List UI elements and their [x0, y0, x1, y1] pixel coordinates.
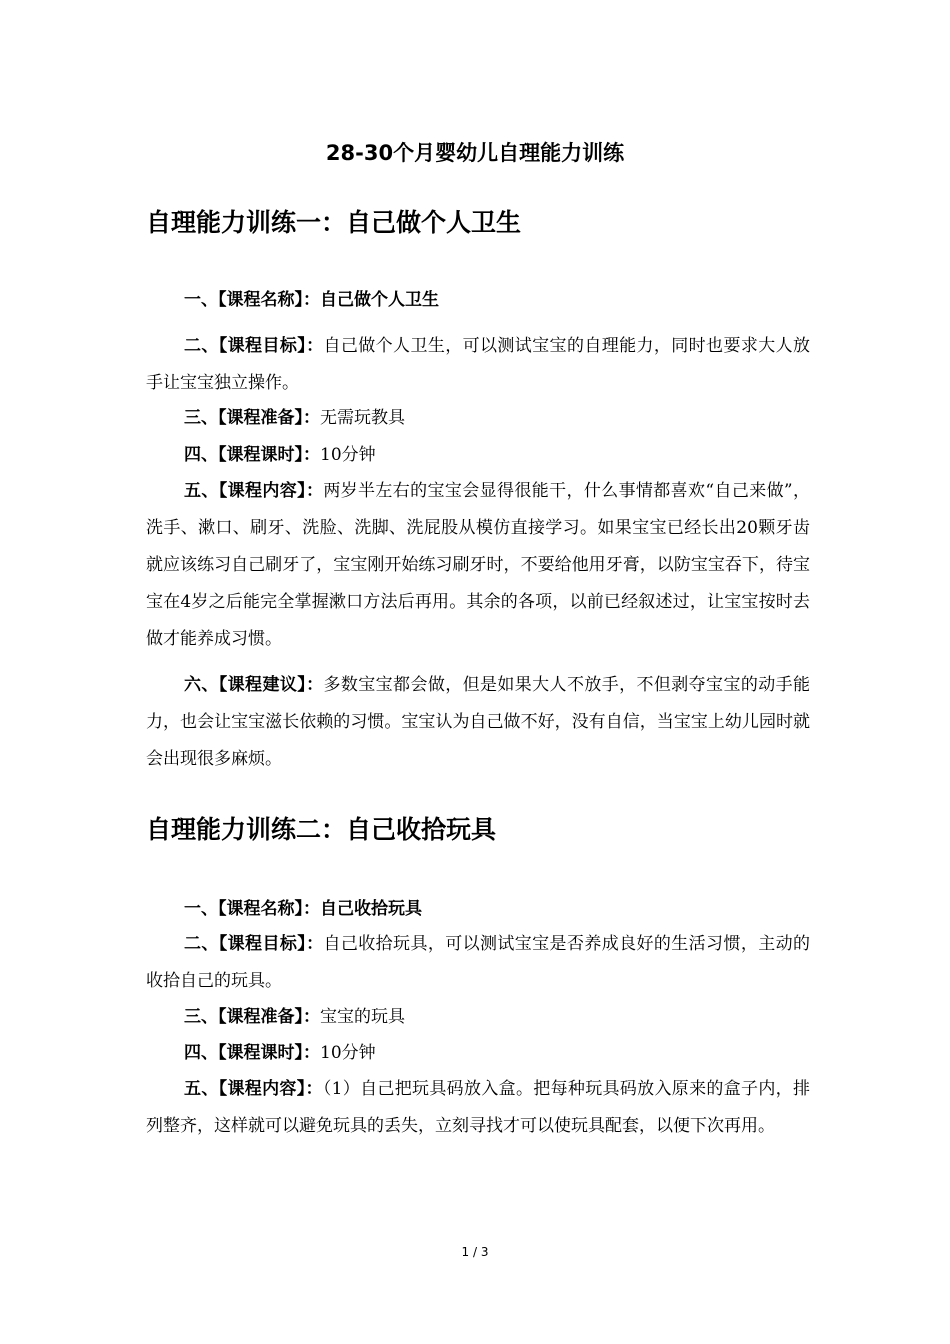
course-content-paragraph	[146, 1071, 810, 1145]
course-goal-paragraph	[146, 328, 810, 402]
field-value: 无需玩教具	[320, 408, 405, 428]
field-label: 二、【课程目标】：	[184, 934, 324, 954]
field-label: 五、【课程内容】：	[184, 1079, 323, 1099]
page-number: 1 / 3	[461, 1245, 489, 1259]
field-label: 六、【课程建议】：	[184, 675, 324, 695]
field-value: 自己收拾玩具	[320, 899, 422, 919]
section-heading: 自理能力训练二：自己收拾玩具	[146, 815, 497, 844]
field-value: 10分钟	[320, 445, 376, 465]
field-value: 宝宝的玩具	[320, 1007, 405, 1027]
field-label: 四、【课程课时】：	[184, 1043, 320, 1063]
field-label: 一、【课程名称】：	[184, 899, 320, 919]
field-label: 三、【课程准备】：	[184, 1007, 320, 1027]
course-duration-paragraph	[146, 1035, 810, 1072]
course-content-paragraph	[146, 473, 810, 658]
course-name-paragraph	[146, 282, 810, 319]
document-title: 28-30个月婴幼儿自理能力训练	[325, 141, 625, 165]
field-label: 四、【课程课时】：	[184, 445, 320, 465]
course-duration-paragraph	[146, 437, 810, 474]
course-goal-paragraph	[146, 926, 810, 1000]
course-prep-paragraph	[146, 999, 810, 1036]
course-advice-paragraph	[146, 667, 810, 778]
field-value: 10分钟	[320, 1043, 376, 1063]
field-value: （1）自己把玩具码放入盒。把每种玩具码放入原来的盒子内，排列整齐，这样就可以避免玩具的丢失，立刻寻找才可以使玩具配套，以便下次再用。	[146, 1079, 810, 1136]
field-label: 三、【课程准备】：	[184, 408, 320, 428]
field-label: 一、【课程名称】：	[184, 290, 320, 310]
course-name-paragraph	[146, 891, 810, 928]
field-value: 多数宝宝都会做，但是如果大人不放手，不但剥夺宝宝的动手能力，也会让宝宝滋长依赖的习惯。宝宝认为自己做不好，没有自信，当宝宝上幼儿园时就会出现很多麻烦。	[146, 675, 810, 769]
course-prep-paragraph	[146, 400, 810, 437]
field-label: 二、【课程目标】：	[184, 336, 324, 356]
field-value: 自己收拾玩具，可以测试宝宝是否养成良好的生活习惯，主动的收拾自己的玩具。	[146, 934, 810, 991]
field-value: 两岁半左右的宝宝会显得很能干，什么事情都喜欢“自己来做”，洗手、漱口、刷牙、洗脸、洗脚、洗屁股从模仿直接学习。如果宝宝已经长出20颗牙齿就应该练习自己刷牙了，宝宝刚开始练习刷牙时，不要给他用牙膏，以防宝宝吞下，待宝宝在4岁之后能完全掌握漱口方法后再用。其余的各项，以前已经叙述过，让宝宝按时去做才能养成习惯。	[146, 481, 810, 649]
field-label: 五、【课程内容】：	[184, 481, 324, 501]
section-heading: 自理能力训练一：自己做个人卫生	[146, 208, 522, 237]
field-value: 自己做个人卫生	[320, 290, 439, 310]
field-value: 自己做个人卫生，可以测试宝宝的自理能力，同时也要求大人放手让宝宝独立操作。	[146, 336, 810, 393]
